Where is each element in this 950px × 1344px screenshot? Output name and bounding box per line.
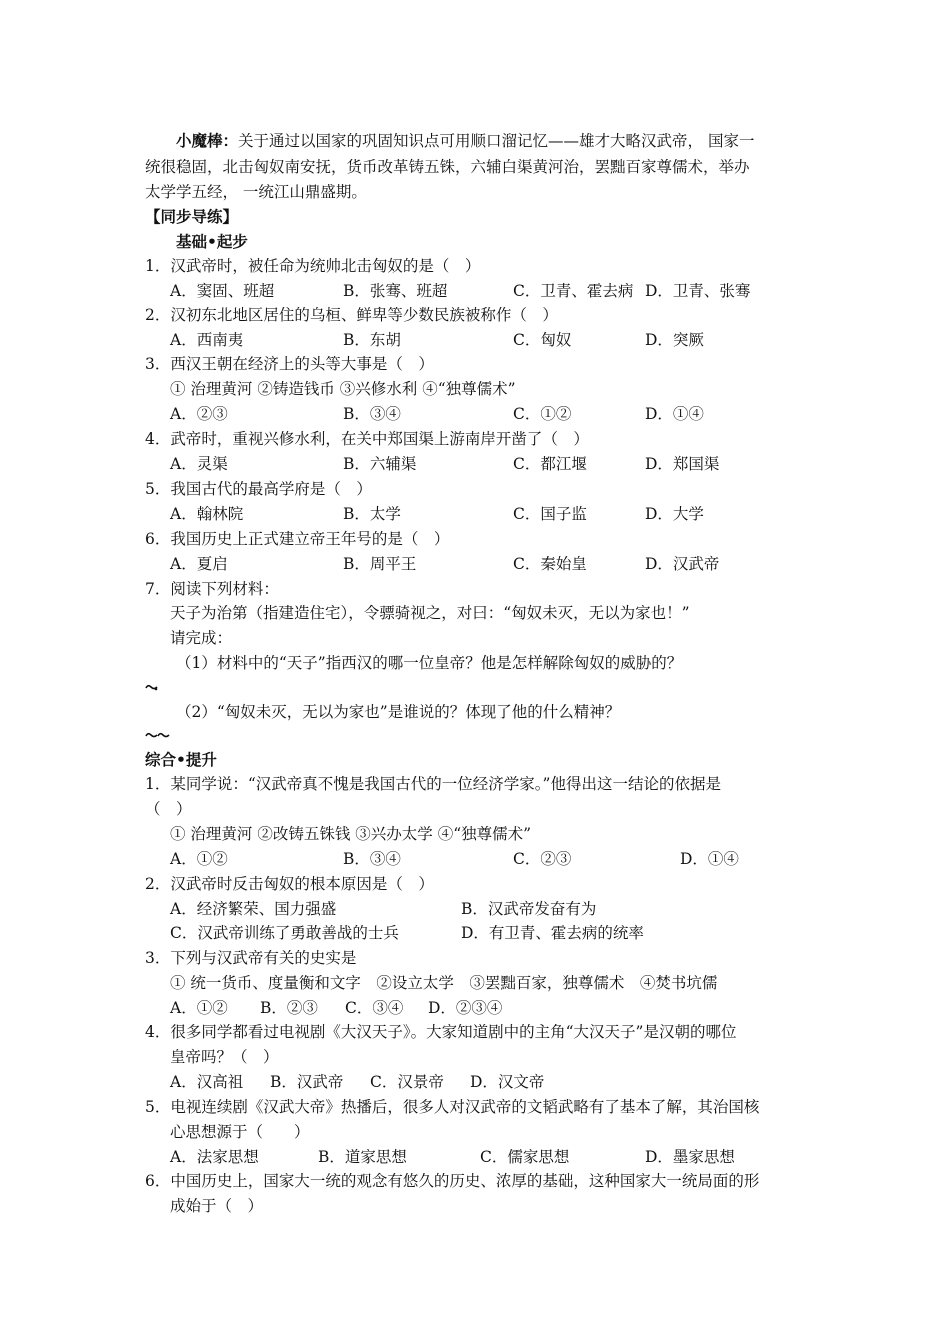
q3-option-a: A．②③	[170, 405, 228, 423]
p5-stem-line-2: 心思想源于（ ）	[170, 1123, 310, 1141]
q1-option-a: A．窦固、班超	[170, 282, 275, 300]
p1-option-c: C．②③	[513, 850, 572, 868]
p1-stem-line-2: （ ）	[145, 800, 192, 818]
intro-line-2: 统很稳固，北击匈奴南安抚，货币改革铸五铢，六辅白渠黄河治，罢黜百家尊儒术，举办	[145, 158, 750, 176]
q2-option-b: B．东胡	[343, 331, 401, 349]
q6-stem: 6．我国历史上正式建立帝王年号的是（ ）	[145, 530, 450, 548]
p4-option-d: D．汉文帝	[470, 1073, 545, 1091]
q3-option-b: B．③④	[343, 405, 401, 423]
p2-option-b: B．汉武帝发奋有为	[461, 900, 597, 918]
p2-option-a: A．经济繁荣、国力强盛	[170, 900, 337, 918]
p1-option-b: B．③④	[343, 850, 401, 868]
p1-items: ① 治理黄河 ②改铸五铢钱 ③兴办太学 ④“独尊儒术”	[170, 825, 532, 843]
p2-option-c: C．汉武帝训练了勇敢善战的士兵	[170, 924, 399, 942]
q7-sub-question-2: （2）“匈奴未灭，无以为家也”是谁说的？体现了他的什么精神？	[176, 703, 621, 721]
p2-stem: 2．汉武帝时反击匈奴的根本原因是（ ）	[145, 875, 434, 893]
q1-option-b: B．张骞、班超	[343, 282, 448, 300]
p5-option-d: D．墨家思想	[645, 1148, 735, 1166]
p5-option-a: A．法家思想	[170, 1148, 259, 1166]
q5-stem: 5．我国古代的最高学府是（ ）	[145, 480, 372, 498]
p6-stem-line-1: 6．中国历史上，国家大一统的观念有悠久的历史、浓厚的基础，这种国家大一统局面的形	[145, 1172, 760, 1190]
q6-option-d: D．汉武帝	[645, 555, 720, 573]
p5-stem-line-1: 5．电视连续剧《汉武大帝》热播后，很多人对汉武帝的文韬武略有了基本了解，其治国核	[145, 1098, 760, 1116]
intro-label: 小魔棒：	[176, 132, 239, 150]
p4-stem-line-1: 4．很多同学都看过电视剧《大汉天子》。大家知道剧中的主角“大汉天子”是汉朝的哪位	[145, 1023, 737, 1041]
q7-prompt: 请完成：	[170, 629, 233, 647]
p3-option-c: C．③④	[345, 999, 404, 1017]
q6-option-c: C．秦始皇	[513, 555, 587, 573]
intro-line-3: 太学学五经， 一统江山鼎盛期。	[145, 183, 367, 201]
intro-line-1	[176, 130, 754, 152]
p3-items: ① 统一货币、度量衡和文字 ②设立太学 ③罢黜百家，独尊儒术 ④焚书坑儒	[170, 974, 718, 992]
p2-option-d: D．有卫青、霍去病的统率	[461, 924, 644, 942]
p4-option-a: A．汉高祖	[170, 1073, 244, 1091]
p4-option-c: C．汉景帝	[370, 1073, 444, 1091]
scribble-double-mark-icon	[145, 731, 171, 739]
q4-option-c: C．都江堰	[513, 455, 587, 473]
q3-stem: 3．西汉王朝在经济上的头等大事是（ ）	[145, 355, 434, 373]
section-subtitle-basic: 基础•起步	[176, 233, 248, 251]
q5-option-c: C．国子监	[513, 505, 587, 523]
q4-option-a: A．灵渠	[170, 455, 228, 473]
p3-stem: 3．下列与汉武帝有关的史实是	[145, 949, 357, 967]
p3-option-d: D．②③④	[428, 999, 503, 1017]
p6-stem-line-2: 成始于（ ）	[170, 1197, 264, 1215]
q4-option-b: B．六辅渠	[343, 455, 417, 473]
q5-option-d: D．大学	[645, 505, 704, 523]
section-title-comprehensive: 综合•提升	[145, 751, 217, 769]
q4-option-d: D．郑国渠	[645, 455, 720, 473]
p1-stem-line-1: 1．某同学说：“汉武帝真不愧是我国古代的一位经济学家。”他得出这一结论的依据是	[145, 775, 721, 793]
q7-sub-question-1: （1）材料中的“天子”指西汉的哪一位皇帝？他是怎样解除匈奴的威胁的？	[176, 654, 683, 672]
q6-option-b: B．周平王	[343, 555, 417, 573]
q4-stem: 4．武帝时，重视兴修水利，在关中郑国渠上游南岸开凿了（ ）	[145, 430, 589, 448]
q3-items: ① 治理黄河 ②铸造钱币 ③兴修水利 ④“独尊儒术”	[170, 380, 516, 398]
p3-option-a: A．①②	[170, 999, 228, 1017]
q1-option-c: C．卫青、霍去病	[513, 282, 634, 300]
p5-option-b: B．道家思想	[318, 1148, 407, 1166]
q1-stem: 1．汉武帝时，被任命为统帅北击匈奴的是（ ）	[145, 257, 481, 275]
p1-option-d: D．①④	[680, 850, 739, 868]
q1-option-d: D．卫青、张骞	[645, 282, 751, 300]
q6-option-a: A．夏启	[170, 555, 228, 573]
q2-option-d: D．突厥	[645, 331, 704, 349]
p4-stem-line-2: 皇帝吗？（ ）	[170, 1048, 279, 1066]
q5-option-a: A．翰林院	[170, 505, 244, 523]
q7-stem: 7．阅读下列材料：	[145, 580, 279, 598]
q5-option-b: B．太学	[343, 505, 401, 523]
p5-option-c: C．儒家思想	[480, 1148, 570, 1166]
section-title-sync: 【同步导练】	[145, 208, 239, 226]
q7-material: 天子为治第（指建造住宅），令骠骑视之，对曰：“匈奴未灭，无以为家也！”	[170, 604, 690, 622]
intro-text-1: 关于通过以国家的巩固知识点可用顺口溜记忆——雄才大略汉武帝， 国家一	[238, 132, 755, 150]
q2-option-c: C．匈奴	[513, 331, 572, 349]
scribble-mark-icon	[145, 683, 159, 691]
p3-option-b: B．②③	[260, 999, 318, 1017]
q2-stem: 2．汉初东北地区居住的乌桓、鲜卑等少数民族被称作（ ）	[145, 306, 558, 324]
q3-option-c: C．①②	[513, 405, 572, 423]
p4-option-b: B．汉武帝	[270, 1073, 344, 1091]
q2-option-a: A．西南夷	[170, 331, 244, 349]
q3-option-d: D．①④	[645, 405, 704, 423]
p1-option-a: A．①②	[170, 850, 228, 868]
